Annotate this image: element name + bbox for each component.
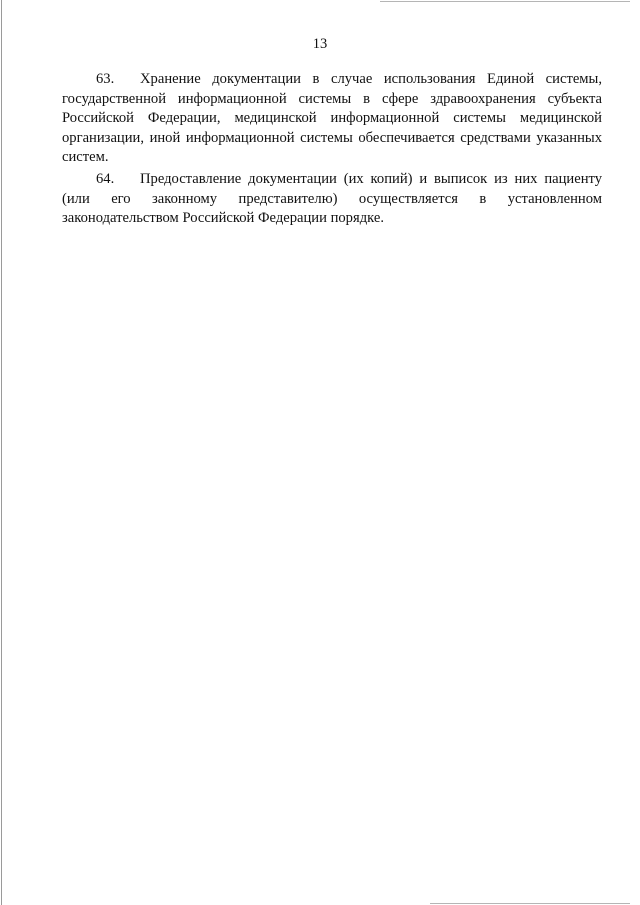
scan-edge-left [1,0,2,905]
paragraph-63 [62,70,602,168]
paragraph-text: Предоставление документации (их копий) и выписок из них пациенту (или его законному представителю) осуществляется в установленном законодательством Российской Федерации порядке. [62,170,602,227]
paragraph-number: 64. [96,170,115,187]
paragraph-number: 63. [96,71,115,87]
page-number: 13 [312,36,328,52]
paragraph-64 [62,170,602,229]
paragraph-text: Хранение документации в случае использования Единой системы, государственной информационной системы в сфере здравоохранения субъекта Российской Федерации, медицинской информационной системы медицинской организации, иной информационной системы обеспечивается средствами указанных систем. [62,71,602,166]
scan-edge-bottom [430,903,630,904]
document-body [62,70,602,231]
scan-edge-top [380,1,630,2]
